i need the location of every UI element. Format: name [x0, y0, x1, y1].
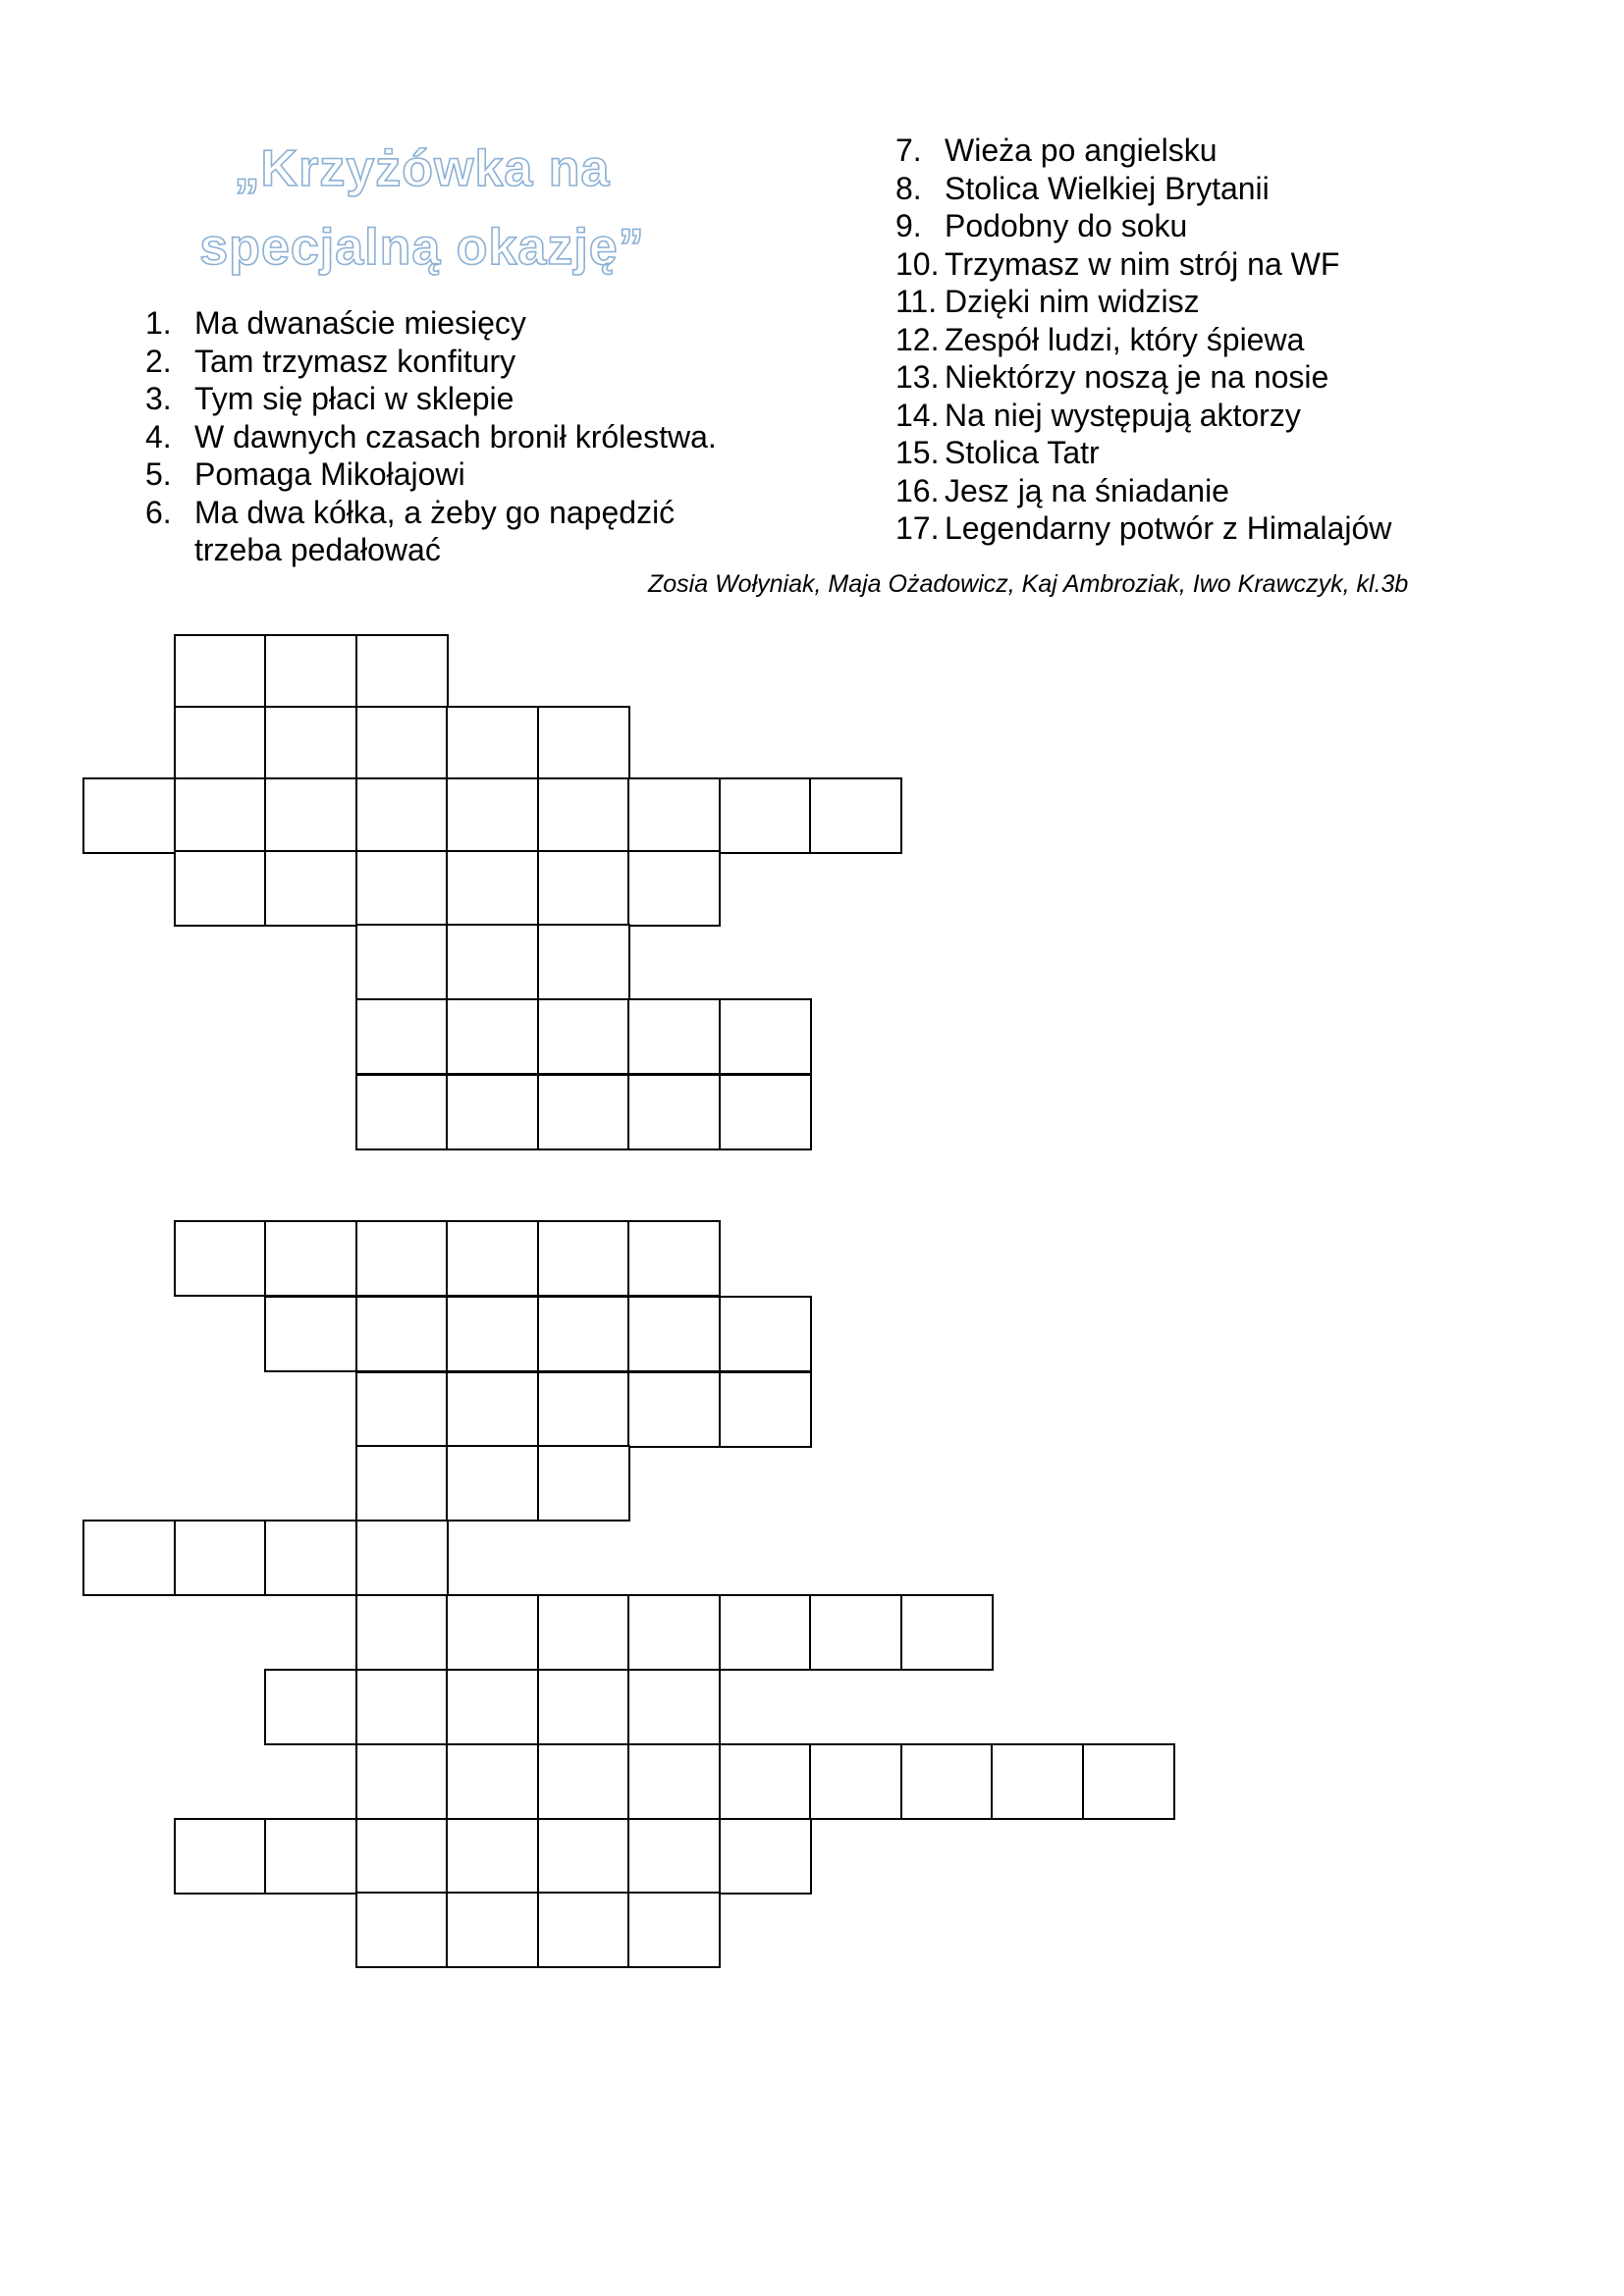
clue-number: 16.: [895, 472, 940, 508]
clue-text: Ma dwanaście miesięcy: [194, 305, 526, 341]
crossword-cell[interactable]: [355, 1520, 449, 1596]
crossword-cell[interactable]: [355, 1296, 449, 1372]
authors-credit: Zosia Wołyniak, Maja Ożadowicz, Kaj Ambroziak, Iwo Krawczyk, kl.3b: [648, 570, 1409, 598]
crossword-cell[interactable]: [446, 1669, 539, 1745]
crossword-cell[interactable]: [355, 777, 449, 854]
crossword-cell[interactable]: [355, 1220, 449, 1297]
crossword-cell[interactable]: [719, 1296, 812, 1372]
crossword-cell[interactable]: [355, 706, 449, 782]
crossword-cell[interactable]: [900, 1594, 994, 1671]
clue-text: Ma dwa kółka, a żeby go napędzić trzeba pedałować: [194, 494, 676, 567]
clue-number: 4.: [145, 418, 172, 454]
clue-number: 8.: [895, 170, 922, 206]
crossword-cell[interactable]: [264, 634, 357, 711]
crossword-cell[interactable]: [446, 1296, 539, 1372]
crossword-cell[interactable]: [446, 998, 539, 1075]
crossword-cell[interactable]: [627, 850, 721, 927]
crossword-cell[interactable]: [627, 998, 721, 1075]
crossword-cell[interactable]: [537, 777, 630, 854]
crossword-cell[interactable]: [446, 1818, 539, 1895]
crossword-cell[interactable]: [719, 998, 812, 1075]
title-line-1: „Krzyżówka na: [234, 140, 611, 197]
crossword-cell[interactable]: [1082, 1743, 1175, 1820]
crossword-cell[interactable]: [809, 777, 902, 854]
crossword-cell[interactable]: [446, 1220, 539, 1297]
crossword-cell[interactable]: [446, 850, 539, 927]
crossword-cell[interactable]: [537, 850, 630, 927]
crossword-cell[interactable]: [446, 1743, 539, 1820]
clue-number: 5.: [145, 456, 172, 492]
crossword-cell[interactable]: [537, 706, 630, 782]
clue-number: 9.: [895, 208, 922, 243]
crossword-cell[interactable]: [446, 924, 539, 1000]
crossword-cell[interactable]: [355, 850, 449, 927]
crossword-cell[interactable]: [537, 1818, 630, 1895]
crossword-cell[interactable]: [264, 1520, 357, 1596]
clue-text: Podobny do soku: [945, 208, 1188, 243]
crossword-cell[interactable]: [264, 706, 357, 782]
clue-text: Na niej występują aktorzy: [945, 397, 1301, 433]
crossword-cell[interactable]: [627, 1371, 721, 1448]
clue-number: 2.: [145, 343, 172, 379]
clue-text: W dawnych czasach bronił królestwa.: [194, 418, 717, 454]
crossword-cell[interactable]: [174, 1520, 267, 1596]
crossword-cell[interactable]: [809, 1743, 902, 1820]
clue-number: 7.: [895, 133, 922, 168]
crossword-cell[interactable]: [264, 1296, 357, 1372]
crossword-cell[interactable]: [355, 1743, 449, 1820]
crossword-cell[interactable]: [446, 777, 539, 854]
crossword-cell[interactable]: [627, 1220, 721, 1297]
crossword-cell[interactable]: [174, 706, 267, 782]
crossword-cell[interactable]: [627, 1296, 721, 1372]
clue-number: 11.: [895, 284, 938, 319]
crossword-cell[interactable]: [446, 1594, 539, 1671]
clue-text: Legendarny potwór z Himalajów: [945, 510, 1392, 546]
crossword-cell[interactable]: [355, 1371, 449, 1448]
crossword-cell[interactable]: [627, 1818, 721, 1895]
crossword-cell[interactable]: [719, 1074, 812, 1150]
crossword-cell[interactable]: [264, 1818, 357, 1895]
crossword-cell[interactable]: [355, 1669, 449, 1745]
title-line-2: specjalną okazję”: [199, 219, 645, 276]
crossword-cell[interactable]: [446, 1371, 539, 1448]
crossword-cell[interactable]: [627, 1669, 721, 1745]
crossword-cell[interactable]: [446, 1445, 539, 1522]
crossword-cell[interactable]: [627, 777, 721, 854]
crossword-cell[interactable]: [627, 1892, 721, 1968]
clue-text: Zespół ludzi, który śpiewa: [945, 321, 1305, 357]
crossword-cell[interactable]: [537, 1074, 630, 1150]
crossword-cell[interactable]: [537, 1892, 630, 1968]
crossword-cell[interactable]: [355, 1074, 449, 1150]
crossword-cell[interactable]: [537, 998, 630, 1075]
crossword-cell[interactable]: [537, 1594, 630, 1671]
clue-text: Stolica Wielkiej Brytanii: [945, 170, 1270, 206]
crossword-cell[interactable]: [900, 1743, 994, 1820]
clue-text: Niektórzy noszą je na nosie: [945, 359, 1329, 395]
clue-number: 13.: [895, 359, 940, 395]
crossword-cell[interactable]: [82, 1520, 176, 1596]
crossword-cell[interactable]: [264, 777, 357, 854]
crossword-cell[interactable]: [627, 1594, 721, 1671]
crossword-cell[interactable]: [991, 1743, 1084, 1820]
crossword-cell[interactable]: [264, 1669, 357, 1745]
crossword-cell[interactable]: [264, 850, 357, 927]
crossword-cell[interactable]: [355, 1594, 449, 1671]
crossword-cell[interactable]: [174, 850, 267, 927]
clue-text: Jesz ją na śniadanie: [945, 472, 1229, 508]
crossword-cell[interactable]: [355, 998, 449, 1075]
crossword-cell[interactable]: [627, 1743, 721, 1820]
crossword-cell[interactable]: [446, 1074, 539, 1150]
crossword-cell[interactable]: [174, 634, 267, 711]
clue-text: Pomaga Mikołajowi: [194, 456, 465, 492]
crossword-cell[interactable]: [809, 1594, 902, 1671]
crossword-cell[interactable]: [537, 1743, 630, 1820]
crossword-cell[interactable]: [355, 1445, 449, 1522]
crossword-cell[interactable]: [174, 1220, 267, 1297]
clue-text: Dzięki nim widzisz: [945, 284, 1200, 319]
clue-text: Wieża po angielsku: [945, 133, 1218, 168]
crossword-cell[interactable]: [174, 1818, 267, 1895]
crossword-cell[interactable]: [719, 1818, 812, 1895]
crossword-cell[interactable]: [537, 1669, 630, 1745]
clue-number: 12.: [895, 321, 940, 357]
crossword-cell[interactable]: [355, 1818, 449, 1895]
clue-number: 15.: [895, 435, 940, 470]
clue-number: 6.: [145, 494, 172, 530]
crossword-cell[interactable]: [719, 777, 812, 854]
crossword-cell[interactable]: [719, 1743, 812, 1820]
crossword-cell[interactable]: [174, 777, 267, 854]
crossword-cell[interactable]: [537, 924, 630, 1000]
crossword-cell[interactable]: [719, 1594, 812, 1671]
clue-number: 17.: [895, 510, 940, 546]
crossword-cell[interactable]: [537, 1445, 630, 1522]
crossword-cell[interactable]: [264, 1220, 357, 1297]
clue-text: Stolica Tatr: [945, 435, 1100, 470]
clue-text: Trzymasz w nim strój na WF: [945, 245, 1340, 282]
crossword-cell[interactable]: [355, 634, 449, 711]
crossword-cell[interactable]: [82, 777, 176, 854]
crossword-cell[interactable]: [537, 1220, 630, 1297]
crossword-cell[interactable]: [446, 706, 539, 782]
crossword-cell[interactable]: [355, 1892, 449, 1968]
crossword-cell[interactable]: [719, 1371, 812, 1448]
crossword-cell[interactable]: [537, 1296, 630, 1372]
crossword-cell[interactable]: [627, 1074, 721, 1150]
crossword-cell[interactable]: [446, 1892, 539, 1968]
clue-text: Tym się płaci w sklepie: [194, 381, 514, 416]
clue-number: 10.: [895, 245, 940, 282]
crossword-cell[interactable]: [355, 924, 449, 1000]
clue-number: 14.: [895, 397, 940, 433]
clue-number: 1.: [145, 305, 172, 341]
crossword-cell[interactable]: [537, 1371, 630, 1448]
clue-text: Tam trzymasz konfitury: [194, 343, 516, 379]
clue-number: 3.: [145, 381, 172, 416]
